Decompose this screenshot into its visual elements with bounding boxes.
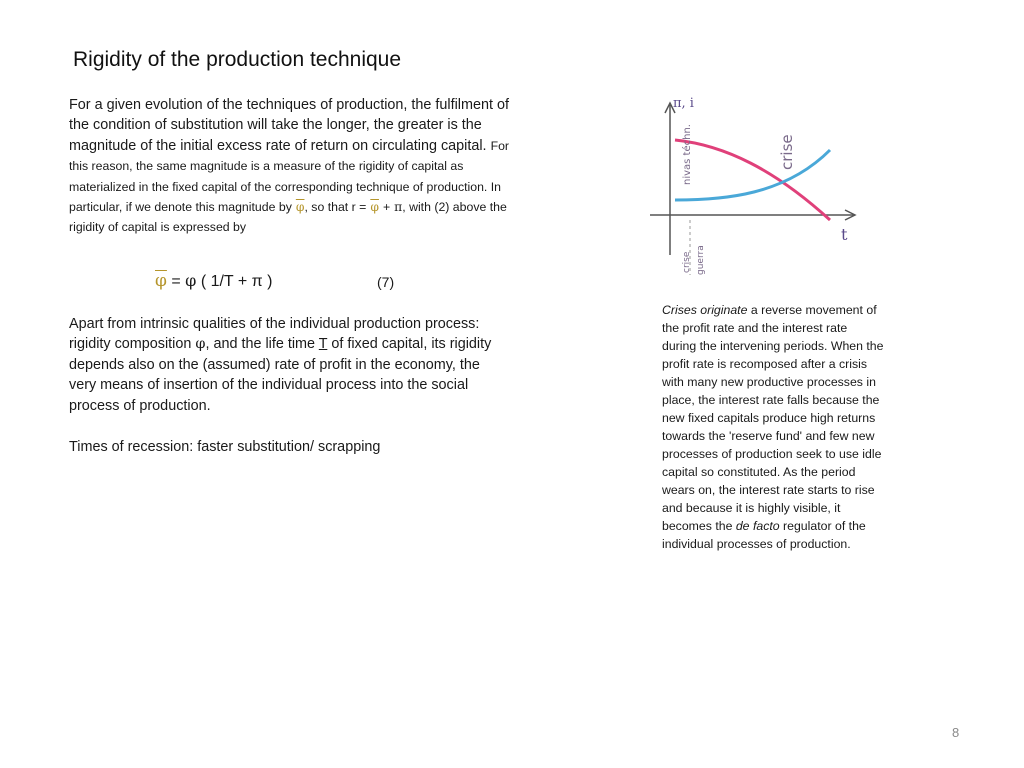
phi-bar-symbol: $\overline{\varphi}$ [295, 200, 305, 215]
rigidity-equation [155, 271, 272, 291]
crisis-label: crise [778, 134, 796, 170]
crises-side-note [662, 301, 884, 553]
bottom-label-crise: crise [682, 251, 692, 273]
bottom-label-guerra: guerra [696, 245, 706, 275]
side-note-body-b: regulator of the individual processes of production. [662, 519, 866, 551]
side-note-body-a: a reverse movement of the profit rate and the interest rate during the intervening periods. When the profit rate is recomposed after a crisis with many new productive processes in place, the interest rate falls because the new fixed capitals produce high returns towards the 'reserve fund' and few new processes of production seek to use idle capital so constituted. As the period wears on, the interest rate starts to rise and because it is highly visible, it becomes the [662, 303, 884, 533]
paragraph-recession: Times of recession: faster substitution/ scrapping [69, 439, 381, 455]
equation-number: (7) [377, 274, 395, 290]
equation-rhs: ( 1/T + π ) [200, 273, 273, 290]
paragraph-substitution-large: For a given evolution of the techniques of production, the fulfilment of the condition of substitution will take the longer, the greater is the magnitude of the initial excess rate of return on circulating capital. [69, 97, 509, 154]
y-axis-label: π, i [673, 96, 694, 111]
side-note-lead: Crises originate [662, 303, 748, 317]
phi-symbol: φ [195, 336, 206, 353]
paragraph-intrinsic-part-a: Apart from intrinsic qualities of the individual production process: rigidity composition [69, 316, 480, 353]
paragraph-substitution-small-c: , with (2) above the rigidity of capital is expressed by [69, 200, 507, 235]
phi-bar-symbol-2: $\overline{\varphi}$ [370, 200, 379, 215]
technique-label: nivas téchn. [682, 124, 693, 185]
pi-symbol: π [394, 200, 403, 215]
equation-equals: = [171, 273, 181, 290]
paragraph-intrinsic-part-c: of fixed capital, its rigidity depends also on the (assumed) rate of profit in the economy, the very means of insertion of the individual process into the social process of production. [69, 336, 492, 414]
paragraph-substitution [69, 95, 509, 238]
paragraph-intrinsic-qualities [69, 314, 499, 416]
profit-interest-sketch [645, 85, 865, 280]
page-number: 8 [952, 725, 960, 740]
plus-sign: + [382, 200, 391, 215]
equation-phi: φ [185, 271, 197, 290]
interest-rate-curve [675, 150, 830, 200]
profit-rate-curve [675, 140, 830, 220]
x-axis-label: t [841, 225, 848, 244]
paragraph-substitution-small-b: , so that r = [304, 200, 367, 215]
side-note-de-facto: de facto [735, 519, 780, 533]
life-time-symbol: T [318, 336, 328, 353]
paragraph-intrinsic-part-b: , and the life time [205, 336, 316, 353]
paragraph-substitution-small-a: For this reason, the same magnitude is a measure of the rigidity of capital as materialized in the fixed capital of the corresponding technique of production. In particular, if we denote this magnitude by [69, 138, 510, 215]
equation-lhs: $\overline{\varphi}$ [155, 271, 167, 291]
slide-title: Rigidity of the production technique [73, 48, 402, 71]
